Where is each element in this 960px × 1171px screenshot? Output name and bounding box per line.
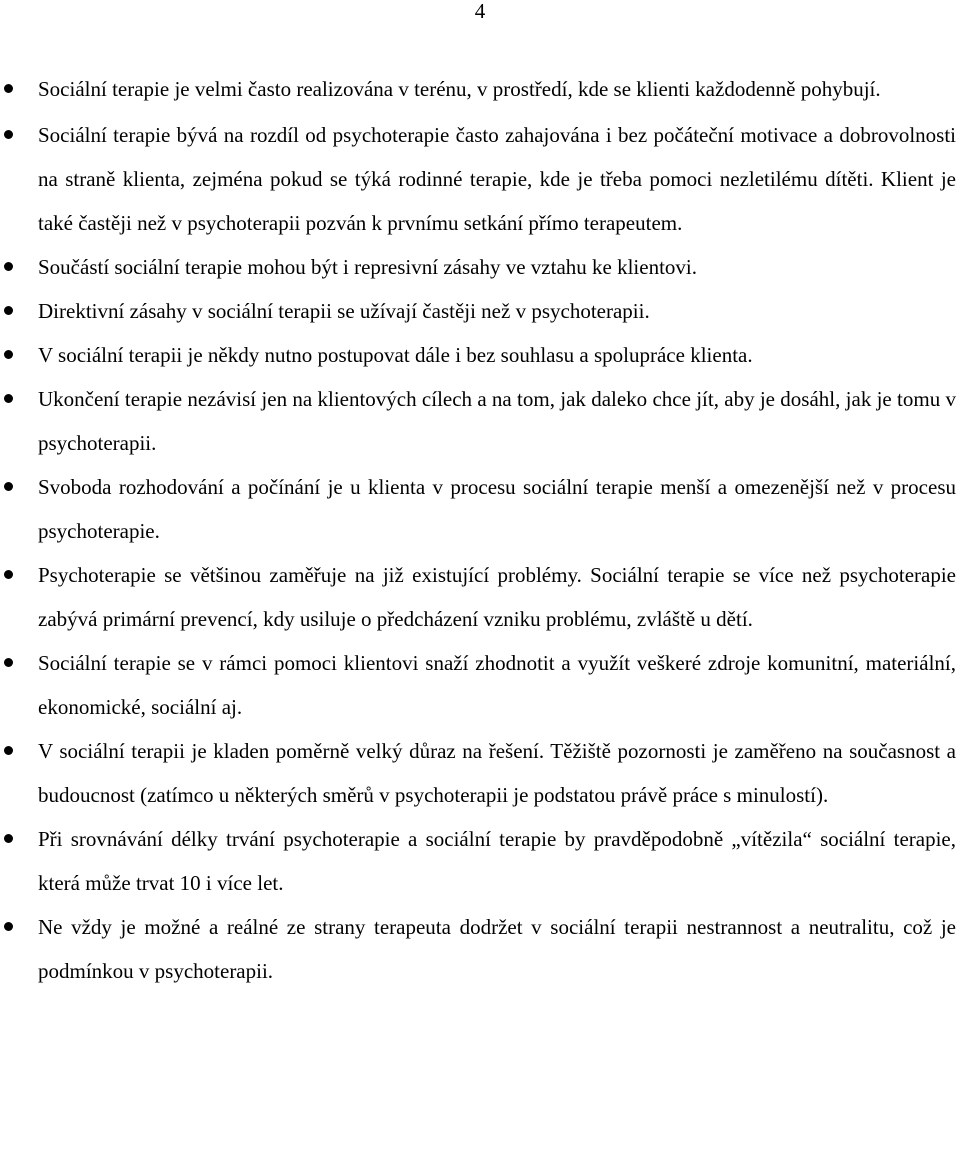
- bullet-icon: [4, 350, 13, 359]
- list-item: [38, 641, 956, 729]
- bullet-icon: [4, 834, 13, 843]
- list-item-text: Ukončení terapie nezávisí jen na klientových cílech a na tom, jak daleko chce jít, aby je dosáhl, jak je tomu v psychoterapii.: [38, 387, 956, 455]
- list-item-text: V sociální terapii je kladen poměrně velký důraz na řešení. Těžiště pozornosti je zaměřeno na současnost a budoucnost (zatímco u některých směrů v psychoterapii je podstatou právě práce s minulostí).: [38, 739, 956, 807]
- bullet-icon: [4, 306, 13, 315]
- bullet-list: [38, 67, 956, 993]
- list-item: [38, 245, 956, 289]
- bullet-icon: [4, 746, 13, 755]
- bullet-icon: [4, 658, 13, 667]
- bullet-icon: [4, 130, 13, 139]
- list-item: [38, 333, 956, 377]
- page-number: 4: [474, 0, 486, 23]
- list-item: [38, 553, 956, 641]
- bullet-icon: [4, 570, 13, 579]
- list-item-text: Sociální terapie bývá na rozdíl od psychoterapie často zahajována i bez počáteční motivace a dobrovolnosti na straně klienta, zejména pokud se týká rodinné terapie, kde je třeba pomoci nezletilému dítěti. Klient je také častěji než v psychoterapii pozván k prvnímu setkání přímo terapeutem.: [38, 123, 956, 235]
- list-item-text: Ne vždy je možné a reálné ze strany terapeuta dodržet v sociální terapii nestrannost a neutralitu, což je podmínkou v psychoterapii.: [38, 915, 956, 983]
- list-item-text: Sociální terapie se v rámci pomoci klientovi snaží zhodnotit a využít veškeré zdroje komunitní, materiální, ekonomické, sociální aj.: [38, 651, 956, 719]
- list-item-text: Při srovnávání délky trvání psychoterapie a sociální terapie by pravděpodobně „vítězila“ sociální terapie, která může trvat 10 i více let.: [38, 827, 956, 895]
- list-item-text: Sociální terapie je velmi často realizována v terénu, v prostředí, kde se klienti každodenně pohybují.: [38, 77, 881, 101]
- bullet-icon: [4, 84, 13, 93]
- list-item-text: Součástí sociální terapie mohou být i represivní zásahy ve vztahu ke klientovi.: [38, 255, 697, 279]
- list-item: [38, 465, 956, 553]
- list-item: [38, 729, 956, 817]
- bullet-icon: [4, 394, 13, 403]
- list-item: [38, 377, 956, 465]
- list-item: [38, 289, 956, 333]
- list-item-text: Svoboda rozhodování a počínání je u klienta v procesu sociální terapie menší a omezenější než v procesu psychoterapie.: [38, 475, 956, 543]
- bullet-icon: [4, 482, 13, 491]
- bullet-icon: [4, 262, 13, 271]
- list-item: [38, 67, 956, 111]
- list-item-text: V sociální terapii je někdy nutno postupovat dále i bez souhlasu a spolupráce klienta.: [38, 343, 753, 367]
- list-item: [38, 113, 956, 245]
- list-item-text: Direktivní zásahy v sociální terapii se užívají častěji než v psychoterapii.: [38, 299, 650, 323]
- bullet-icon: [4, 922, 13, 931]
- list-item-text: Psychoterapie se většinou zaměřuje na již existující problémy. Sociální terapie se více než psychoterapie zabývá primární prevencí, kdy usiluje o předcházení vzniku problému, zvláště u dětí.: [38, 563, 956, 631]
- list-item: [38, 905, 956, 993]
- list-item: [38, 817, 956, 905]
